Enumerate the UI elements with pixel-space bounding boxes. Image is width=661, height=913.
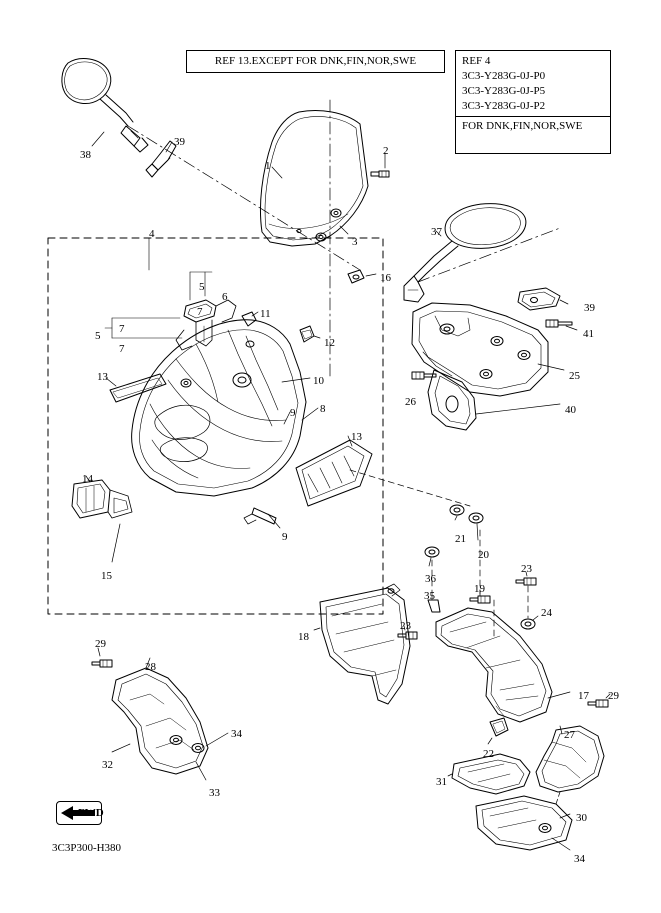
callout-11: 11 xyxy=(260,308,271,320)
callout-37: 37 xyxy=(431,226,442,238)
callout-10: 10 xyxy=(313,375,324,387)
callout-9: 9 xyxy=(282,531,288,543)
ref-4-footer: FOR DNK,FIN,NOR,SWE xyxy=(462,120,583,132)
callout-29: 29 xyxy=(608,690,619,702)
callout-39: 39 xyxy=(174,136,185,148)
callout-21: 21 xyxy=(455,533,466,545)
callout-34: 34 xyxy=(574,853,585,865)
ref-4-part-0: 3C3-Y283G-0J-P0 xyxy=(462,70,546,82)
drawing-code: 3C3P300-H380 xyxy=(52,842,122,854)
callout-3: 3 xyxy=(352,236,358,248)
callout-7: 7 xyxy=(119,343,125,355)
callout-19: 19 xyxy=(474,583,485,595)
callout-24: 24 xyxy=(541,607,552,619)
ref-13-title-box xyxy=(186,50,445,73)
callout-40: 40 xyxy=(565,404,576,416)
callout-38: 38 xyxy=(80,149,91,161)
callout-34: 34 xyxy=(231,728,242,740)
callout-36: 36 xyxy=(425,573,436,585)
callout-13: 13 xyxy=(97,371,108,383)
callout-39: 39 xyxy=(584,302,595,314)
callout-25: 25 xyxy=(569,370,580,382)
callout-4: 4 xyxy=(149,228,155,240)
ref-13-title-text: REF 13.EXCEPT FOR DNK,FIN,NOR,SWE xyxy=(214,55,417,67)
callout-23: 23 xyxy=(400,620,411,632)
callout-5: 5 xyxy=(95,330,101,342)
callout-31: 31 xyxy=(436,776,447,788)
ref-4-divider xyxy=(456,116,610,117)
callout-5: 5 xyxy=(199,281,205,293)
callout-15: 15 xyxy=(101,570,112,582)
callout-1: 1 xyxy=(265,160,271,172)
callout-33: 33 xyxy=(209,787,220,799)
callout-35: 35 xyxy=(424,590,435,602)
callout-14: 14 xyxy=(82,473,93,485)
callout-7: 7 xyxy=(197,306,203,318)
callout-17: 17 xyxy=(578,690,589,702)
fwd-label: FWD xyxy=(78,807,104,819)
ref-4-part-1: 3C3-Y283G-0J-P5 xyxy=(462,85,546,97)
callout-12: 12 xyxy=(324,337,335,349)
callout-8: 8 xyxy=(320,403,326,415)
callout-13: 13 xyxy=(351,431,362,443)
callout-26: 26 xyxy=(405,396,416,408)
callout-23: 23 xyxy=(521,563,532,575)
ref-4-box xyxy=(455,50,611,154)
callout-18: 18 xyxy=(298,631,309,643)
callout-29: 29 xyxy=(95,638,106,650)
callout-20: 20 xyxy=(478,549,489,561)
callout-7: 7 xyxy=(119,323,125,335)
callout-9: 9 xyxy=(290,407,296,419)
callout-32: 32 xyxy=(102,759,113,771)
callout-28: 28 xyxy=(145,661,156,673)
ref-4-heading: REF 4 xyxy=(462,55,491,67)
callout-27: 27 xyxy=(564,729,575,741)
callout-41: 41 xyxy=(583,328,594,340)
callout-2: 2 xyxy=(383,145,389,157)
callout-16: 16 xyxy=(380,272,391,284)
ref-4-part-2: 3C3-Y283G-0J-P2 xyxy=(462,100,546,112)
callout-22: 22 xyxy=(483,748,494,760)
callout-6: 6 xyxy=(222,291,228,303)
callout-30: 30 xyxy=(576,812,587,824)
